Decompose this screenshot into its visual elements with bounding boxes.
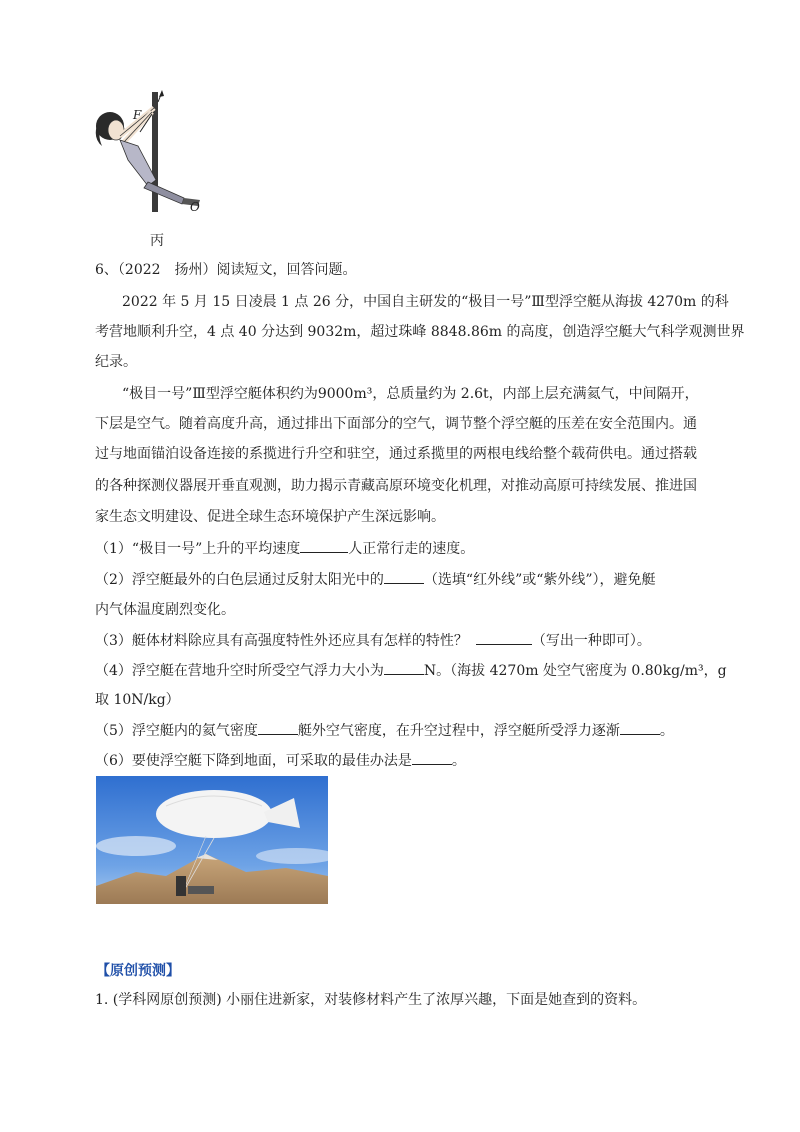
airship-photo xyxy=(96,776,328,904)
paragraph-2-line-4: 的各种探测仪器展开垂直观测，助力揭示青藏高原环境变化机理，对推动高原可持续发展、推进国 xyxy=(95,478,697,494)
subquestion-3 xyxy=(95,630,651,651)
pole-figure xyxy=(90,88,220,218)
subquestion-1 xyxy=(95,538,474,559)
paragraph-1-line-2: 考营地顺利升空，4 点 40 分达到 9032m，超过珠峰 8848.86m 的高度，创造浮空艇大气科学观测世界 xyxy=(95,324,745,340)
subquestion-2-text-b: （选填“红外线”或“紫外线”），避免艇 xyxy=(423,572,656,588)
prediction-question-1: 1. (学科网原创预测) 小丽住进新家，对装修材料产生了浓厚兴趣，下面是她查到的资料。 xyxy=(95,992,647,1008)
paragraph-2-line-3: 过与地面锚泊设备连接的系揽进行升空和驻空，通过系揽里的两根电线给整个载荷供电。通过搭载 xyxy=(95,446,697,462)
answer-blank-4[interactable] xyxy=(384,660,424,675)
figure-caption: 丙 xyxy=(150,233,164,249)
paragraph-2-line-2: 下层是空气。随着高度升高，通过排出下面部分的空气，调节整个浮空艇的压差在安全范围内。通 xyxy=(95,416,697,432)
subquestion-4-line-2: 取 10N/kg） xyxy=(95,692,180,708)
girl-on-pole-illustration xyxy=(90,88,220,218)
paragraph-1-line-1: 2022 年 5 月 15 日凌晨 1 点 26 分，中国自主研发的“极目一号”Ⅲ型浮空艇从海拔 4270m 的科 xyxy=(122,294,729,310)
subquestion-6-text-a: （6）要使浮空艇下降到地面，可采取的最佳办法是 xyxy=(95,753,412,769)
subquestion-5-text-b: 艇外空气密度，在升空过程中，浮空艇所受浮力逐渐 xyxy=(297,723,620,739)
subquestion-4-text-b: N。（海拔 4270m 处空气密度为 0.80kg/m³，g xyxy=(423,663,727,679)
subquestion-1-text-b: 人正常行走的速度。 xyxy=(348,541,475,557)
section-title: 【原创预测】 xyxy=(96,963,180,979)
paragraph-2-line-1: “极目一号”Ⅲ型浮空艇体积约为9000m³，总质量约为 2.6t，内部上层充满氦气，中间隔开， xyxy=(122,386,699,402)
label-o: O xyxy=(190,200,200,214)
answer-blank-6[interactable] xyxy=(412,750,452,765)
subquestion-5-text-a: （5）浮空艇内的氦气密度 xyxy=(95,723,258,739)
subquestion-2-line-2: 内气体温度剧烈变化。 xyxy=(95,602,235,618)
label-f: F xyxy=(133,108,142,122)
subquestion-3-text-b: （写出一种即可）。 xyxy=(531,633,651,649)
answer-blank-5b[interactable] xyxy=(620,720,660,735)
question-heading: 6、（2022 扬州）阅读短文，回答问题。 xyxy=(95,262,357,278)
answer-blank-3[interactable] xyxy=(476,630,532,645)
subquestion-4-text-a: （4）浮空艇在营地升空时所受空气浮力大小为 xyxy=(95,663,384,679)
subquestion-5-text-c: 。 xyxy=(659,723,674,739)
subquestion-4 xyxy=(95,660,727,681)
paragraph-2-line-5: 家生态文明建设、促进全球生态环境保护产生深远影响。 xyxy=(95,509,445,525)
subquestion-3-text-a: （3）艇体材料除应具有高强度特性外还应具有怎样的特性？ xyxy=(95,633,468,649)
airship-image xyxy=(96,776,328,904)
answer-blank-5a[interactable] xyxy=(258,720,298,735)
answer-blank-1[interactable] xyxy=(300,538,348,553)
subquestion-1-text-a: （1）“极目一号”上升的平均速度 xyxy=(95,541,301,557)
subquestion-2-text-a: （2）浮空艇最外的白色层通过反射太阳光中的 xyxy=(95,572,384,588)
paragraph-1-line-3: 纪录。 xyxy=(95,354,137,370)
subquestion-6 xyxy=(95,750,466,771)
subquestion-2 xyxy=(95,569,656,590)
answer-blank-2[interactable] xyxy=(384,569,424,584)
subquestion-5 xyxy=(95,720,674,741)
subquestion-6-text-b: 。 xyxy=(451,753,466,769)
